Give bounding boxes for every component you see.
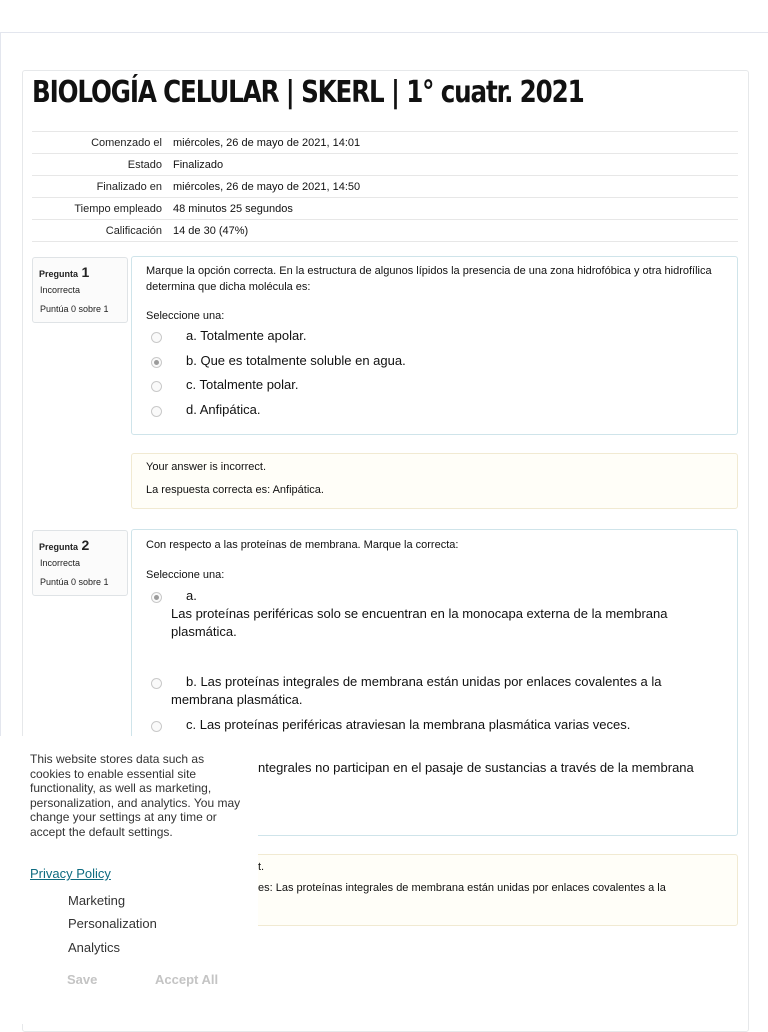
question-1-mark: Puntúa 0 sobre 1 [40,304,109,314]
question-1-state: Incorrecta [40,285,81,295]
summary-row-state [32,154,738,176]
question-number: 1 [81,264,90,280]
question-number: 2 [81,537,90,553]
q1-option-c-label[interactable]: c. Totalmente polar. [186,377,299,392]
question-2-mark: Puntúa 0 sobre 1 [40,577,109,587]
question-2-feedback: t. [258,861,265,873]
question-2-right-answer: es: Las proteínas integrales de membrana están unidas por enlaces covalentes a la [258,882,666,894]
question-1-feedback: Your answer is incorrect. [146,461,267,473]
summary-label: Calificación [32,220,172,242]
cookie-save-button[interactable]: Save [67,972,98,987]
summary-label: Finalizado en [32,176,172,198]
q1-option-c-radio[interactable] [151,381,162,392]
attempt-summary-table [32,131,738,242]
question-2-state: Incorrecta [40,558,81,568]
question-1-right-answer: La respuesta correcta es: Anfipática. [146,484,324,496]
question-1-info-box [32,257,128,323]
question-2-info-box [32,530,128,596]
question-2-heading [39,537,89,553]
top-divider [0,32,768,33]
q2-option-d-label[interactable]: ntegrales no participan en el pasaje de sustancias a través de la membrana [258,760,694,775]
cookie-banner-text: This website stores data such as cookies to enable essential site functionality, as well as marketing, personalization, and analytics. You may change your settings at any time or accept the default settings. [30,752,241,839]
question-1-text: Marque la opción correcta. En la estructura de algunos lípidos la presencia de una zona hidrofóbica y otra hidrofílica determina que dicha molécula es: [146,265,712,293]
cookie-category-marketing[interactable]: Marketing [68,893,126,908]
summary-label: Tiempo empleado [32,198,172,220]
q2-option-a-letter[interactable]: a. [186,588,197,603]
q1-option-a-label[interactable]: a. Totalmente apolar. [186,328,307,343]
question-prefix: Pregunta [39,269,79,279]
cookie-category-analytics[interactable]: Analytics [68,940,121,955]
summary-label: Estado [32,154,172,176]
summary-value: miércoles, 26 de mayo de 2021, 14:01 [172,132,738,154]
cookie-consent-banner [0,736,258,1024]
q2-option-b-label[interactable]: b. Las proteínas integrales de membrana están unidas por enlaces covalentes a la membrana plasmática. [171,674,662,707]
question-prefix: Pregunta [39,542,79,552]
q2-option-c-label[interactable]: c. Las proteínas periféricas atraviesan la membrana plasmática varias veces. [186,717,631,732]
page-title: BIOLOGÍA CELULAR | SKERL | 1° cuatr. 2021 [32,75,584,110]
q2-option-c-radio[interactable] [151,721,162,732]
summary-row-finished [32,176,738,198]
summary-value: 14 de 30 (47%) [172,220,738,242]
cookie-accept-all-button[interactable]: Accept All [155,972,219,987]
q1-option-a-radio[interactable] [151,332,162,343]
summary-row-grade [32,220,738,242]
summary-value: 48 minutos 25 segundos [172,198,738,220]
q2-option-b-radio[interactable] [151,678,162,689]
q2-option-a-radio[interactable] [151,592,162,603]
q1-option-d-label[interactable]: d. Anfipática. [186,402,261,417]
cookie-category-personalization[interactable]: Personalization [68,916,157,931]
privacy-policy-link[interactable]: Privacy Policy [30,866,111,881]
question-1-heading [39,264,89,280]
q1-option-b-label[interactable]: b. Que es totalmente soluble en agua. [186,353,406,368]
q1-option-b-radio[interactable] [151,357,162,368]
q2-option-a-label[interactable]: Las proteínas periféricas solo se encuentran en la monocapa externa de la membrana plasmática. [171,606,668,639]
summary-value: miércoles, 26 de mayo de 2021, 14:50 [172,176,738,198]
question-2-text: Con respecto a las proteínas de membrana. Marque la correcta: [146,539,459,551]
summary-label: Comenzado el [32,132,172,154]
question-1-prompt: Seleccione una: [146,310,225,322]
summary-value: Finalizado [172,154,738,176]
summary-row-started [32,132,738,154]
summary-row-time-taken [32,198,738,220]
q1-option-d-radio[interactable] [151,406,162,417]
question-2-prompt: Seleccione una: [146,569,225,581]
